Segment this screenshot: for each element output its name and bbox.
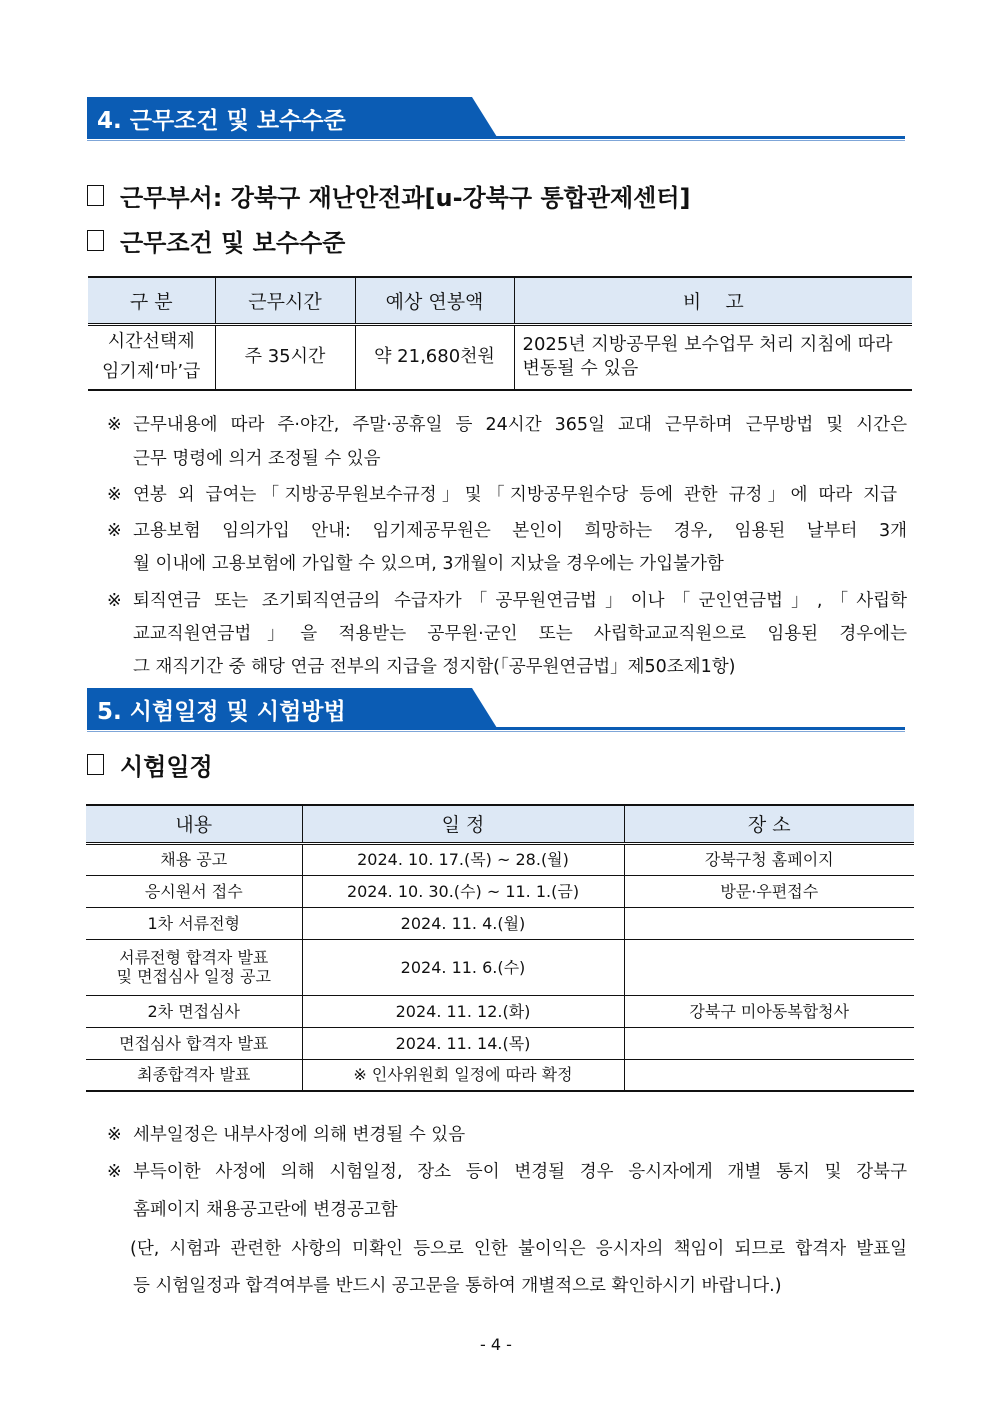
table-row xyxy=(88,324,912,390)
table-row xyxy=(86,995,914,1027)
section-5-header xyxy=(87,688,905,731)
checkbox-square-icon xyxy=(87,754,104,775)
note-text: 부득이한 사정에 의해 시험일정, 장소 등이 변경될 경우 응시자에게 개별 통지 및 강북구 xyxy=(133,1162,907,1182)
note-text: 근무내용에 따라 주·야간, 주말·공휴일 등 24시간 365일 교대 근무하며 근무방법 및 시간은 xyxy=(133,415,907,435)
date-cell: 2024. 11. 4.(월) xyxy=(302,907,624,939)
note-text: 퇴직연금 또는 조기퇴직연금의 수급자가「공무원연금법」이나「군인연금법」,「사립학 xyxy=(133,591,907,611)
date-cell: 2024. 11. 12.(화) xyxy=(302,995,624,1027)
col-header-place: 장 소 xyxy=(624,805,914,843)
note-line: 근무 명령에 의거 조정될 수 있음 xyxy=(133,449,381,469)
place-cell: 강북구청 홈페이지 xyxy=(624,843,914,875)
schedule-heading xyxy=(87,747,213,782)
table-header-row xyxy=(88,277,912,324)
section-4-title: 4. 근무조건 및 보수수준 xyxy=(97,108,346,134)
item-cell: 2차 면접심사 xyxy=(86,995,302,1027)
note-line xyxy=(107,1158,907,1183)
category-line: 시간선택제 xyxy=(107,331,195,353)
item-cell xyxy=(86,939,302,995)
conditions-heading xyxy=(87,223,345,258)
schedule-heading-text: 시험일정 xyxy=(120,753,213,781)
item-line: 서류전형 합격자 발표 xyxy=(119,948,269,967)
date-cell: ※ 인사위원회 일정에 따라 확정 xyxy=(302,1059,624,1091)
section-4-header xyxy=(87,97,905,140)
category-line: 임기제‘마’급 xyxy=(102,361,201,383)
col-header-item: 내용 xyxy=(86,805,302,843)
page-number: - 4 - xyxy=(480,1335,512,1354)
note-line: 교교직원연금법」을 적용받는 공무원·군인 또는 사립학교교직원으로 임용된 경우에는 xyxy=(133,624,907,644)
category-cell xyxy=(88,324,215,390)
checkbox-square-icon xyxy=(87,185,104,206)
date-cell: 2024. 10. 17.(목) ~ 28.(월) xyxy=(302,843,624,875)
section-underline xyxy=(87,136,905,139)
note-line: 월 이내에 고용보험에 가입할 수 있으며, 3개월이 지났을 경우에는 가입불가함 xyxy=(133,554,724,574)
table-header-row xyxy=(86,805,914,843)
note-mark: ※ xyxy=(107,485,122,505)
note-mark: ※ xyxy=(107,415,122,435)
note-line: 등 시험일정과 합격여부를 반드시 공고문을 통하여 개별적으로 확인하시기 바랍니다.) xyxy=(133,1276,782,1296)
place-cell: 강북구 미아동복합청사 xyxy=(624,995,914,1027)
col-header-category: 구 분 xyxy=(88,277,215,324)
place-cell xyxy=(624,939,914,995)
note-mark: ※ xyxy=(107,591,122,611)
dept-heading xyxy=(87,178,691,213)
item-cell: 응시원서 접수 xyxy=(86,875,302,907)
dept-heading-text: 근무부서: 강북구 재난안전과[u-강북구 통합관제센터] xyxy=(120,184,691,212)
hours-cell: 주 35시간 xyxy=(215,324,355,390)
place-cell xyxy=(624,1059,914,1091)
date-cell: 2024. 10. 30.(수) ~ 11. 1.(금) xyxy=(302,875,624,907)
note-line: (단, 시험과 관련한 사항의 미확인 등으로 인한 불이익은 응시자의 책임이 되므로 합격자 발표일 xyxy=(130,1239,907,1259)
conditions-heading-text: 근무조건 및 보수수준 xyxy=(120,229,346,257)
date-cell: 2024. 11. 14.(목) xyxy=(302,1027,624,1059)
place-cell xyxy=(624,907,914,939)
item-cell: 채용 공고 xyxy=(86,843,302,875)
note-line xyxy=(107,517,907,542)
note-line xyxy=(107,587,907,612)
table-row xyxy=(86,843,914,875)
conditions-table xyxy=(88,276,912,391)
col-header-hours: 근무시간 xyxy=(215,277,355,324)
note-line xyxy=(107,1121,907,1146)
note-cell: 2025년 지방공무원 보수업무 처리 지침에 따라 변동될 수 있음 xyxy=(514,324,912,390)
place-cell xyxy=(624,1027,914,1059)
note-text: 연봉 외 급여는「지방공무원보수규정」및「지방공무원수당 등에 관한 규정」에 따라 지급 xyxy=(133,485,897,505)
checkbox-square-icon xyxy=(87,230,104,251)
note-mark: ※ xyxy=(107,1162,122,1182)
note-line: 그 재직기간 중 해당 연금 전부의 지급을 정지함(「공무원연금법」제50조제1항) xyxy=(133,657,736,677)
section-5-title: 5. 시험일정 및 시험방법 xyxy=(97,699,346,725)
salary-cell: 약 21,680천원 xyxy=(355,324,514,390)
schedule-table xyxy=(86,804,914,1092)
note-mark: ※ xyxy=(107,521,122,541)
section-underline-thin xyxy=(87,731,905,732)
item-line: 및 면접심사 일정 공고 xyxy=(116,967,271,986)
note-line: 홈페이지 채용공고란에 변경공고함 xyxy=(133,1200,398,1220)
section-underline xyxy=(87,727,905,730)
section-underline-thin xyxy=(87,140,905,141)
date-cell: 2024. 11. 6.(수) xyxy=(302,939,624,995)
table-row xyxy=(86,875,914,907)
note-text: 고용보험 임의가입 안내: 임기제공무원은 본인이 희망하는 경우, 임용된 날부터 3개 xyxy=(133,521,907,541)
place-cell: 방문·우편접수 xyxy=(624,875,914,907)
table-row xyxy=(86,1059,914,1091)
item-cell: 1차 서류전형 xyxy=(86,907,302,939)
item-cell: 면접심사 합격자 발표 xyxy=(86,1027,302,1059)
note-text: 세부일정은 내부사정에 의해 변경될 수 있음 xyxy=(133,1125,466,1145)
table-row xyxy=(86,1027,914,1059)
note-line xyxy=(107,481,897,506)
table-row xyxy=(86,939,914,995)
col-header-salary: 예상 연봉액 xyxy=(355,277,514,324)
col-header-note: 비 고 xyxy=(514,277,912,324)
note-mark: ※ xyxy=(107,1125,122,1145)
note-line xyxy=(107,411,907,436)
item-cell: 최종합격자 발표 xyxy=(86,1059,302,1091)
col-header-date: 일 정 xyxy=(302,805,624,843)
table-row xyxy=(86,907,914,939)
